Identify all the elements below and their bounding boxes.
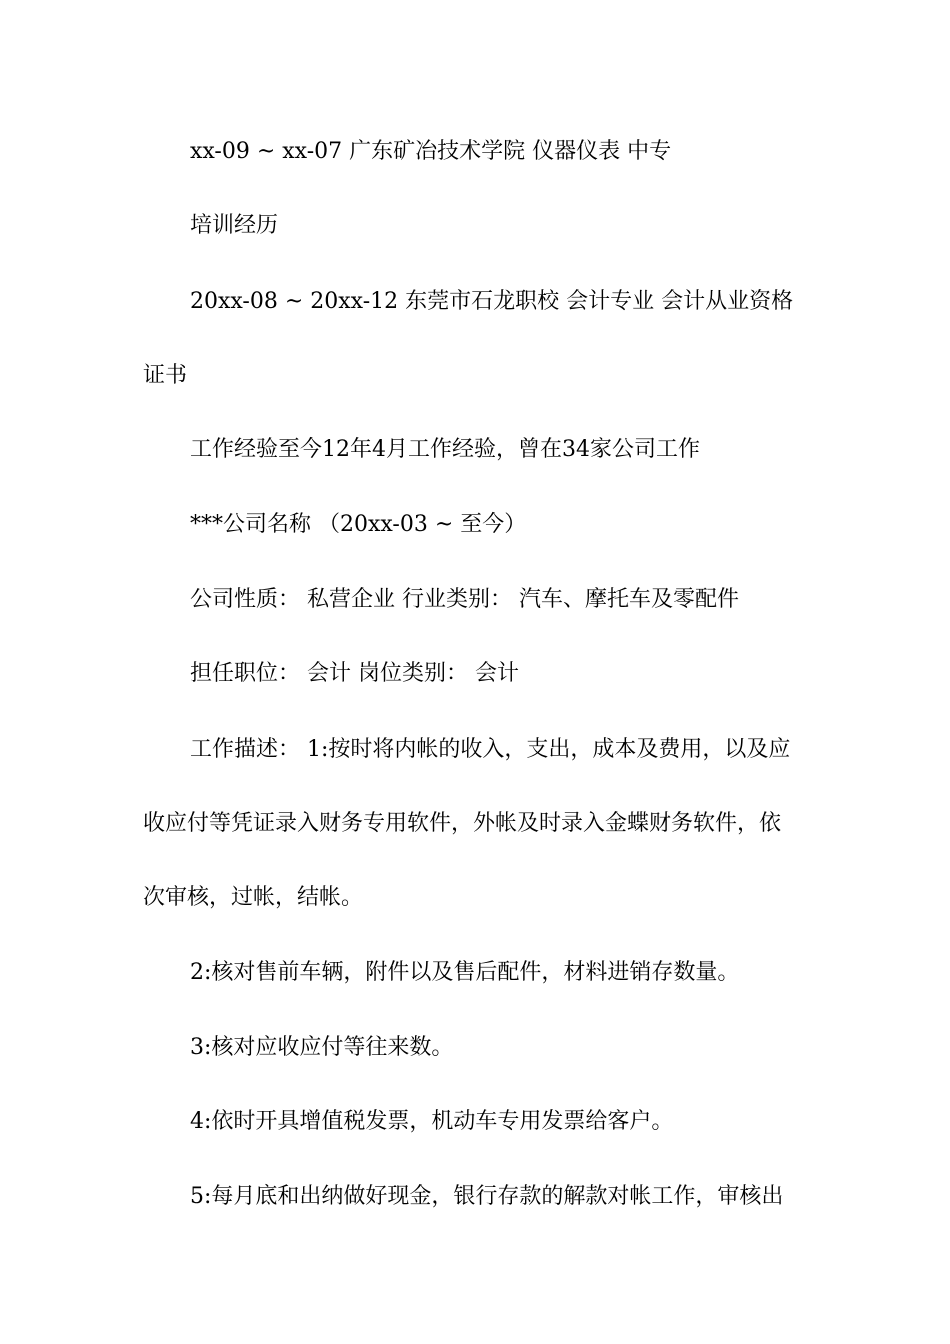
position-info: 担任职位： 会计 岗位类别： 会计: [190, 661, 519, 686]
job-duty-4: 4:依时开具增值税发票，机动车专用发票给客户。: [190, 1109, 674, 1134]
company-type: 公司性质： 私营企业 行业类别： 汽车、摩托车及零配件: [190, 587, 739, 612]
training-entry: 20xx-08 ~ 20xx-12 东莞市石龙职校 会计专业 会计从业资格: [190, 289, 794, 314]
job-duty-5: 5:每月底和出纳做好现金，银行存款的解款对帐工作，审核出: [190, 1184, 784, 1209]
education-entry: xx-09 ~ xx-07 广东矿冶技术学院 仪器仪表 中专: [190, 139, 672, 164]
job-description-line-1: 工作描述： 1:按时将内帐的收入，支出，成本及费用，以及应: [190, 737, 791, 762]
work-experience-summary: 工作经验至今12年4月工作经验，曾在34家公司工作: [190, 437, 700, 462]
job-duty-2: 2:核对售前车辆，附件以及售后配件，材料进销存数量。: [190, 960, 740, 985]
training-entry-continued: 证书: [143, 363, 188, 388]
job-description-line-2: 收应付等凭证录入财务专用软件，外帐及时录入金蝶财务软件，依: [143, 811, 782, 836]
job-description-line-3: 次审核，过帐，结帐。: [143, 885, 364, 910]
company-name: ***公司名称 （20xx-03 ~ 至今）: [190, 512, 527, 537]
training-heading: 培训经历: [190, 213, 279, 238]
job-duty-3: 3:核对应收应付等往来数。: [190, 1035, 454, 1060]
